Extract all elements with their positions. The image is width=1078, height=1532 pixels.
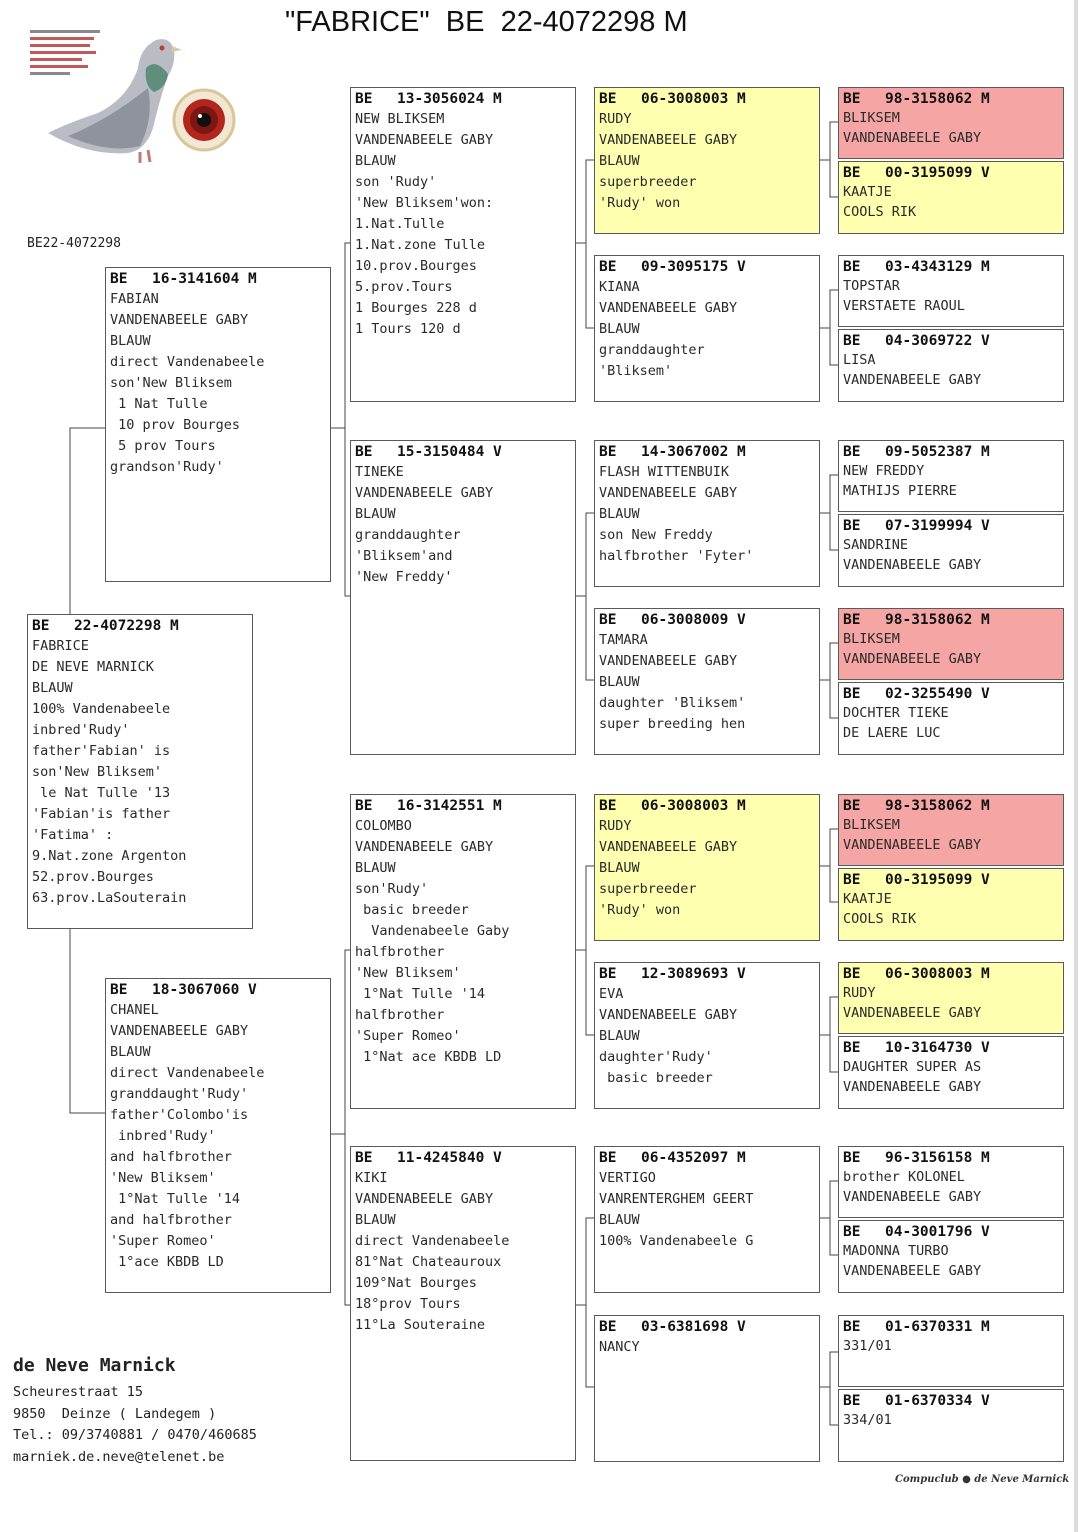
info-line: 1°ace KBDB LD <box>110 1254 224 1270</box>
info-line: 109°Nat Bourges <box>355 1275 477 1291</box>
ring-header: BE 07-3199994 V <box>843 518 990 534</box>
ring-header: BE 14-3067002 M <box>599 444 746 460</box>
info-line: son 'Rudy' <box>355 174 437 190</box>
info-line: BLAUW <box>599 506 640 522</box>
info-line: le Nat Tulle '13 <box>32 785 171 801</box>
info-line: 'Rudy' won <box>599 195 681 211</box>
info-line: BLAUW <box>599 860 640 876</box>
info-line: 'Bliksem' <box>599 363 673 379</box>
info-line: BLAUW <box>110 333 151 349</box>
owner-phone: Tel.: 09/3740881 / 0470/460685 <box>13 1427 257 1443</box>
pedigree-gen4-box[interactable] <box>838 1315 1064 1387</box>
info-line: VANDENABEELE GABY <box>843 836 982 853</box>
info-line: VERSTAETE RAOUL <box>843 297 965 314</box>
info-line: son'New Bliksem' <box>32 764 163 780</box>
info-line: 10 prov Bourges <box>110 417 241 433</box>
ring-header: BE 00-3195099 V <box>843 165 990 181</box>
ring-label: BE22-4072298 <box>27 236 121 251</box>
ring-header: BE 18-3067060 V <box>110 982 257 998</box>
info-line: VANDENABEELE GABY <box>355 1191 494 1207</box>
info-line: VANDENABEELE GABY <box>355 839 494 855</box>
info-line: granddaughter <box>355 527 461 543</box>
info-line: KAATJE <box>843 891 892 907</box>
pedigree-gen3-box[interactable] <box>594 255 820 402</box>
info-line: daughter'Rudy' <box>599 1049 713 1065</box>
owner-city: 9850 Deinze ( Landegem ) <box>13 1405 217 1422</box>
info-line: 100% Vandenabeele <box>32 701 171 717</box>
info-line: 10.prov.Bourges <box>355 258 477 274</box>
info-line: 18°prov Tours <box>355 1296 461 1312</box>
info-line: FLASH WITTENBUIK <box>599 464 730 480</box>
info-line: son'New Bliksem <box>110 375 232 391</box>
info-line: 'Bliksem'and <box>355 548 453 564</box>
ring-header: BE 01-6370334 V <box>843 1393 990 1409</box>
owner-block <box>13 1354 257 1468</box>
info-line: TOPSTAR <box>843 278 900 294</box>
pedigree-gen4-box[interactable] <box>838 962 1064 1034</box>
info-line: VANDENABEELE GABY <box>110 312 249 328</box>
info-line: DOCHTER TIEKE <box>843 705 949 721</box>
info-line: brother KOLONEL <box>843 1169 965 1185</box>
info-line: inbred'Rudy' <box>110 1128 216 1144</box>
info-line: BLAUW <box>599 1212 640 1228</box>
info-line: superbreeder <box>599 881 697 897</box>
pedigree-gen2-box[interactable] <box>350 440 576 755</box>
info-line: FABIAN <box>110 291 159 307</box>
ring-header: BE 12-3089693 V <box>599 966 746 982</box>
info-line: direct Vandenabeele <box>355 1233 510 1249</box>
ring-header: BE 06-3008003 M <box>599 91 746 107</box>
pedigree-gen3-box[interactable] <box>594 1315 820 1462</box>
info-line: VANDENABEELE GABY <box>843 129 982 146</box>
info-line: BLAUW <box>355 506 396 522</box>
info-line: grandson'Rudy' <box>110 459 224 475</box>
info-line: RUDY <box>599 818 632 834</box>
ring-header: BE 09-5052387 M <box>843 444 990 460</box>
info-line: inbred'Rudy' <box>32 722 130 738</box>
ring-header: BE 96-3156158 M <box>843 1150 990 1166</box>
ring-header: BE 16-3141604 M <box>110 271 257 287</box>
pedigree-gen4-box[interactable] <box>838 682 1064 755</box>
info-line: BLAUW <box>355 153 396 169</box>
info-line: VANDENABEELE GABY <box>599 653 738 669</box>
info-line: DE LAERE LUC <box>843 724 941 741</box>
ring-header: BE 98-3158062 M <box>843 798 990 814</box>
info-line: 'Rudy' won <box>599 902 681 918</box>
info-line: 'New Bliksem' <box>110 1170 216 1186</box>
ring-header: BE 03-4343129 M <box>843 259 990 275</box>
info-line: direct Vandenabeele <box>110 1065 265 1081</box>
pedigree-gen4-box[interactable] <box>838 1220 1064 1293</box>
ring-header: BE 11-4245840 V <box>355 1150 502 1166</box>
info-line: 11°La Souteraine <box>355 1317 486 1333</box>
info-line: VANDENABEELE GABY <box>843 1262 982 1279</box>
info-line: son'Rudy' <box>355 881 429 897</box>
info-line: direct Vandenabeele <box>110 354 265 370</box>
page-title: "FABRICE" BE 22-4072298 M <box>285 6 688 38</box>
ring-header: BE 98-3158062 M <box>843 91 990 107</box>
info-line: halfbrother <box>355 1007 445 1023</box>
pedigree-gen4-box[interactable] <box>838 440 1064 512</box>
info-line: VANDENABEELE GABY <box>599 300 738 316</box>
info-line: LISA <box>843 352 876 368</box>
info-line: MADONNA TURBO <box>843 1243 949 1259</box>
info-line: granddaughter <box>599 342 705 358</box>
info-line: TAMARA <box>599 632 648 648</box>
info-line: BLAUW <box>355 1212 396 1228</box>
info-line: and halfbrother <box>110 1149 232 1165</box>
info-line: 1°Nat Tulle '14 <box>110 1191 241 1207</box>
info-line: VANDENABEELE GABY <box>599 132 738 148</box>
info-line: 1.Nat.Tulle <box>355 216 445 232</box>
info-line: VANDENABEELE GABY <box>599 1007 738 1023</box>
info-line: RUDY <box>843 985 876 1001</box>
info-line: 1 Tours 120 d <box>355 321 461 337</box>
info-line: Vandenabeele Gaby <box>355 923 510 939</box>
info-line: 334/01 <box>843 1412 892 1428</box>
info-line: COLOMBO <box>355 818 412 834</box>
pedigree-gen4-box[interactable] <box>838 87 1064 159</box>
owner-name: de Neve Marnick <box>13 1355 176 1376</box>
info-line: 52.prov.Bourges <box>32 869 154 885</box>
pedigree-gen3-box[interactable] <box>594 962 820 1109</box>
ring-header: BE 98-3158062 M <box>843 612 990 628</box>
info-line: 'Super Romeo' <box>355 1028 461 1044</box>
info-line: 100% Vandenabeele G <box>599 1233 754 1249</box>
ring-header: BE 09-3095175 V <box>599 259 746 275</box>
info-line: KIKI <box>355 1170 388 1186</box>
pedigree-gen4-box[interactable] <box>838 1389 1064 1462</box>
info-line: EVA <box>599 986 624 1002</box>
info-line: 5 prov Tours <box>110 438 216 454</box>
info-line: father'Colombo'is <box>110 1107 249 1123</box>
info-line: halfbrother <box>355 944 445 960</box>
info-line: super breeding hen <box>599 716 746 732</box>
info-line: COOLS RIK <box>843 910 917 927</box>
owner-email[interactable]: marniek.de.neve@telenet.be <box>13 1448 225 1465</box>
info-line: daughter 'Bliksem' <box>599 695 746 711</box>
owner-address: Scheurestraat 15 <box>13 1384 144 1400</box>
info-line: NANCY <box>599 1339 640 1355</box>
info-line: NEW BLIKSEM <box>355 111 445 127</box>
info-line: 1.Nat.zone Tulle <box>355 237 486 253</box>
info-line: 9.Nat.zone Argenton <box>32 848 187 864</box>
pedigree-gen4-box[interactable] <box>838 608 1064 680</box>
info-line: CHANEL <box>110 1002 159 1018</box>
ring-header: BE 15-3150484 V <box>355 444 502 460</box>
info-line: 'New Bliksem' <box>355 965 461 981</box>
info-line: son New Freddy <box>599 527 713 543</box>
info-line: and halfbrother <box>110 1212 232 1228</box>
info-line: VANDENABEELE GABY <box>843 1078 982 1095</box>
ring-header: BE 13-3056024 M <box>355 91 502 107</box>
ring-header: BE 01-6370331 M <box>843 1319 990 1335</box>
ring-header: BE 10-3164730 V <box>843 1040 990 1056</box>
info-line: BLIKSEM <box>843 817 900 833</box>
info-line: halfbrother 'Fyter' <box>599 548 754 564</box>
info-line: VANDENABEELE GABY <box>843 1188 982 1205</box>
info-line: VANDENABEELE GABY <box>110 1023 249 1039</box>
info-line: 'New Bliksem'won: <box>355 195 494 211</box>
pedigree-gen3-box[interactable] <box>594 794 820 941</box>
info-line: BLAUW <box>599 321 640 337</box>
pedigree-gen4-box[interactable] <box>838 1036 1064 1109</box>
pedigree-father[interactable] <box>105 267 331 582</box>
info-line: superbreeder <box>599 174 697 190</box>
info-line: 331/01 <box>843 1338 892 1354</box>
info-line: VANDENABEELE GABY <box>355 485 494 501</box>
pedigree-gen4-box[interactable] <box>838 514 1064 587</box>
info-line: BLAUW <box>599 1028 640 1044</box>
pedigree-gen4-box[interactable] <box>838 868 1064 941</box>
info-line: 1°Nat Tulle '14 <box>355 986 486 1002</box>
info-line: KIANA <box>599 279 640 295</box>
info-line: VANRENTERGHEM GEERT <box>599 1191 754 1207</box>
info-line: 81°Nat Chateauroux <box>355 1254 502 1270</box>
info-line: 'Fabian'is father <box>32 806 171 822</box>
info-line: VERTIGO <box>599 1170 656 1186</box>
pedigree-gen2-box[interactable] <box>350 1146 576 1461</box>
info-line: NEW FREDDY <box>843 463 925 479</box>
info-line: 'Fatima' : <box>32 827 114 843</box>
info-line: MATHIJS PIERRE <box>843 482 957 499</box>
ring-header: BE 06-4352097 M <box>599 1150 746 1166</box>
pedigree-gen4-box[interactable] <box>838 329 1064 402</box>
ring-header: BE 16-3142551 M <box>355 798 502 814</box>
pedigree-gen4-box[interactable] <box>838 794 1064 866</box>
info-line: VANDENABEELE GABY <box>843 650 982 667</box>
pedigree-gen3-box[interactable] <box>594 87 820 234</box>
info-line: 1°Nat ace KBDB LD <box>355 1049 502 1065</box>
info-line: FABRICE <box>32 638 89 654</box>
ring-header: BE 04-3001796 V <box>843 1224 990 1240</box>
pedigree-gen2-box[interactable] <box>350 87 576 402</box>
pedigree-mother[interactable] <box>105 978 331 1293</box>
info-line: BLAUW <box>599 674 640 690</box>
info-line: SANDRINE <box>843 537 909 553</box>
ring-header: BE 02-3255490 V <box>843 686 990 702</box>
ring-header: BE 06-3008003 M <box>599 798 746 814</box>
info-line: BLIKSEM <box>843 631 900 647</box>
info-line: DE NEVE MARNICK <box>32 659 154 675</box>
info-line: granddaught'Rudy' <box>110 1086 249 1102</box>
ring-header: BE 22-4072298 M <box>32 618 179 634</box>
info-line: BLAUW <box>599 153 640 169</box>
info-line: VANDENABEELE GABY <box>843 371 982 388</box>
info-line: father'Fabian' is <box>32 743 171 759</box>
info-line: 5.prov.Tours <box>355 279 453 295</box>
info-line: DAUGHTER SUPER AS <box>843 1059 982 1075</box>
ring-header: BE 06-3008009 V <box>599 612 746 628</box>
info-line: basic breeder <box>355 902 469 918</box>
info-line: KAATJE <box>843 184 892 200</box>
info-line: VANDENABEELE GABY <box>843 1004 982 1021</box>
pedigree-gen3-box[interactable] <box>594 1146 820 1293</box>
info-line: VANDENABEELE GABY <box>599 485 738 501</box>
info-line: TINEKE <box>355 464 404 480</box>
ring-header: BE 06-3008003 M <box>843 966 990 982</box>
pedigree-gen2-box[interactable] <box>350 794 576 1109</box>
info-line: BLAUW <box>355 860 396 876</box>
info-line: 1 Nat Tulle <box>110 396 208 412</box>
pedigree-gen4-box[interactable] <box>838 255 1064 327</box>
info-line: BLAUW <box>110 1044 151 1060</box>
info-line: BLAUW <box>32 680 73 696</box>
pedigree-gen4-box[interactable] <box>838 161 1064 234</box>
info-line: 'New Freddy' <box>355 569 453 585</box>
info-line: 63.prov.LaSouterain <box>32 890 187 906</box>
info-line: VANDENABEELE GABY <box>843 556 982 573</box>
info-line: 1 Bourges 228 d <box>355 300 477 316</box>
footer-credit: Compuclub ● de Neve Marnick <box>895 1474 1070 1485</box>
info-line: RUDY <box>599 111 632 127</box>
info-line: BLIKSEM <box>843 110 900 126</box>
ring-header: BE 00-3195099 V <box>843 872 990 888</box>
pedigree-gen3-box[interactable] <box>594 608 820 755</box>
info-line: VANDENABEELE GABY <box>599 839 738 855</box>
pedigree-gen4-box[interactable] <box>838 1146 1064 1218</box>
info-line: basic breeder <box>599 1070 713 1086</box>
ring-header: BE 03-6381698 V <box>599 1319 746 1335</box>
info-line: COOLS RIK <box>843 203 917 220</box>
info-line: 'Super Romeo' <box>110 1233 216 1249</box>
info-line: VANDENABEELE GABY <box>355 132 494 148</box>
pedigree-subject[interactable] <box>27 614 253 929</box>
ring-header: BE 04-3069722 V <box>843 333 990 349</box>
pedigree-gen3-box[interactable] <box>594 440 820 587</box>
